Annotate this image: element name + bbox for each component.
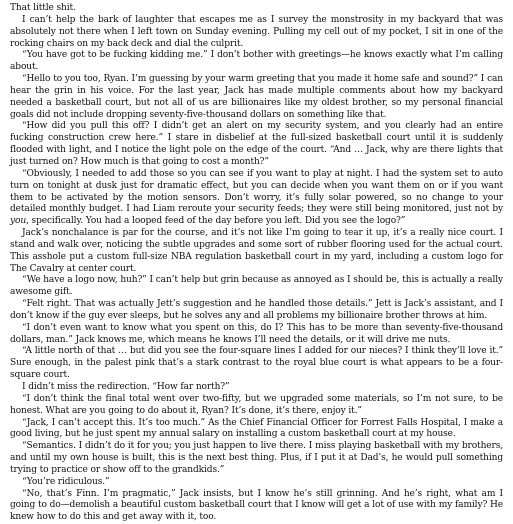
paragraph-10: “I don’t even want to know what you spent on this, do I? This has to be more than seventy-five-thousand dollars, man.” Jack knows me, which means he knows I’ll need the details, or it will drive me nuts. [10,322,503,345]
emphasis-you: you [10,216,27,227]
paragraph-11: “A little north of that … but did you see the four-square lines I added for our nieces? I think they’ll love it.” Sure enough, in the palest pink that’s a stark contrast to the royal blue court is what appears to be a four-square court. [10,346,503,381]
paragraph-8: “We have a logo now, huh?” I can’t help but grin because as annoyed as I should be, this is actually a really awesome gift. [10,275,503,298]
paragraph-16: “You’re ridiculous.” [22,476,110,487]
paragraph-12: I didn’t miss the redirection. “How far north?” [22,382,230,392]
paragraph-2: I can’t help the bark of laughter that escapes me as I survey the monstrosity in my backyard that was absolutely not there when I left town on Sunday evening. Pulling my cell out of my pocket, I sit in one of the rocking chairs on my back deck and dial the culprit. [10,14,503,49]
paragraph-15: “Semantics. I didn’t do it for you; you just happen to live there. I miss playing basketball with my brothers, and until my own house is built, this is the next best thing. Plus, if I put it at Dad’s, he would pull something trying to practice or show off to the grandkids.” [10,441,503,475]
paragraph-1: That little shit. [10,3,76,13]
paragraph-5: “How did you pull this off? I didn’t get an alert on my security system, and you clearly had an entire fucking construction crew here.” I stare in disbelief at the full-sized basketball court until it is suddenly flooded with light, and I notice the light pole on the edge of the court. “And … Jack, why are there lights that just turned on? How much is that going to cost a month?” [10,121,503,167]
paragraph-4: “Hello to you too, Ryan. I’m guessing by your warm greeting that you made it home safe and sound?” I can hear the grin in his voice. For the last year, Jack has made multiple comments about how my backyard needed a basketball court, but not all of us are billionaires like my oldest brother, so my personal financial goals did not include dropping seventy-five-thousand dollars on something like that. [10,74,503,120]
paragraph-3: “You have got to be fucking kidding me.” I don’t bother with greetings—he knows exactly what I’m calling about. [10,50,503,73]
paragraph-17: “No, that’s Finn. I’m pragmatic,” Jack insists, but I know he’s still grinning. And he’s right, what am I going to do—demolish a beautiful custom basketball court that I know will get a lot of use with my family? He knew how to do this and get away with it, too. [10,488,503,523]
paragraph-6: “Obviously, I needed to add those so you can see if you want to play at night. I had the system set to auto turn on tonight at dusk just for dramatic effect, but you can decide when you want them on or if you want them to be activated by the motion sensors. Don’t worry, it’s fully solar powered, so no change to your detailed monthly budget. I had Liam reroute your security feeds; they were still being monitored, just not by you, specifically. You had a looped feed of the day before you left. Did you see the logo?” [10,168,503,227]
paragraph-7: Jack’s nonchalance is par for the course, and it’s not like I’m going to tear it up, it’s a really nice court. I stand and walk over, noticing the subtle upgrades and some sort of rubber flooring used for the actual court. This asshole put a custom full-size NBA regulation basketball court in my yard, including a custom logo for The Cavalry at center court. [10,228,503,274]
paragraph-13: “I don’t think the final total went over two-fifty, but we upgraded some materials, so I’m not sure, to be honest. What are you going to do about it, Ryan? It’s done, it’s there, enjoy it.” [10,393,503,416]
paragraph-14: “Jack, I can’t accept this. It’s too much.” As the Chief Financial Officer for Forrest Falls Hospital, I make a good living, but he just spent my annual salary on installing a custom basketball court at my house. [10,417,503,440]
paragraph-9: “Felt right. That was actually Jett’s suggestion and he handled those details.” Jett is Jack’s assistant, and I don’t know if the guy ever sleeps, but he solves any and all problems my billionaire brother throws at him. [10,299,503,321]
